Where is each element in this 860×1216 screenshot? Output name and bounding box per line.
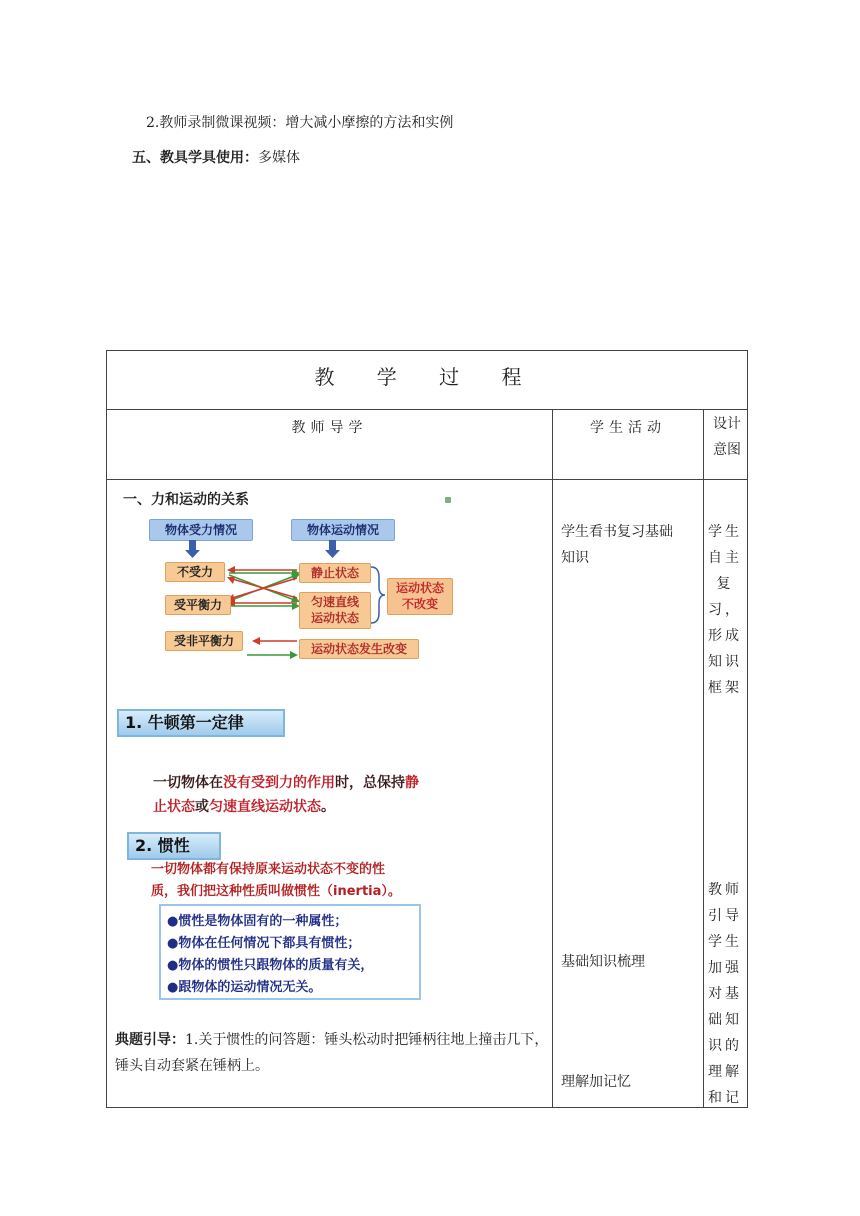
column-divider [703,409,704,1107]
student-activity-line: 学生看书复习基础 [561,524,673,540]
design-line: 学生 [708,934,742,950]
uniform-motion-line: 运动状态 [310,611,359,625]
law-part: 总保持 [363,775,405,791]
student-activity-1 [561,519,697,571]
intro-line-1: 2.教师录制微课视频：增大减小摩擦的方法和实例 [146,115,454,131]
inertia-def-line: 质，我们把这种性质叫做惯性（inertia）。 [151,884,401,899]
section-heading: 一、力和运动的关系 [123,492,249,508]
student-activity-2: 基础知识梳理 [561,954,645,970]
inertia-point: ●惯性是物体固有的一种属性； [167,914,348,929]
header-student: 学生活动 [590,420,666,436]
header-design-line: 意图 [713,442,741,458]
uniform-motion-box [299,592,371,629]
header-teacher: 教师导学 [291,420,368,436]
law-part: 没有受到力的作用 [223,775,335,791]
design-line: 知识 [708,654,742,670]
inertia-point: ●跟物体的运动情况无关。 [167,980,322,995]
unbalanced-force-box: 受非平衡力 [165,631,243,651]
design-line: 习， [708,602,742,618]
down-arrow-shaft [189,540,196,551]
header-design-line: 设计 [713,416,741,432]
inertia-def-line: 一切物体都有保持原来运动状态不变的性 [151,862,386,877]
table-title: 教 学 过 程 [314,365,540,389]
design-line: 复 [716,576,734,592]
state-unchanged-box [387,578,453,615]
intro-line-2-value: 多媒体 [258,150,300,166]
state-unchanged-line: 不改变 [401,597,438,611]
example-label: 典题引导： [115,1032,185,1048]
law-part: 一切物体在 [153,775,223,791]
inertia-point: ●物体在任何情况下都具有惯性； [167,936,361,951]
inertia-badge: 2. 惯性 [127,832,221,860]
law-part: 止状态 [153,799,195,815]
arrow-head [227,577,235,584]
rest-state-box: 静止状态 [299,563,371,583]
state-changed-box: 运动状态发生改变 [299,639,419,659]
intro-line-2-label: 五、教具学具使用： [132,150,258,166]
inertia-points-box [159,904,421,1000]
force-header-box: 物体受力情况 [149,519,253,541]
down-arrow-head [325,550,340,558]
newton-law-badge: 1. 牛顿第一定律 [117,709,285,737]
column-divider [552,409,553,1107]
header-design [707,411,747,463]
state-unchanged-line: 运动状态 [395,581,444,595]
design-line: 理解 [708,1064,742,1080]
design-line: 形成 [708,628,742,644]
student-activity-3: 理解加记忆 [561,1074,631,1090]
example-guide [115,1027,555,1079]
law-part: 匀速直线运动状态 [209,799,321,815]
down-arrow-shaft [329,540,336,551]
design-line: 识的 [708,1038,742,1054]
arrow-head [252,637,260,645]
design-line: 教师 [708,882,742,898]
design-line: 自主 [708,550,742,566]
design-line: 引导 [708,908,742,924]
design-line: 对基 [708,986,742,1002]
uniform-motion-line: 匀速直线 [310,595,359,609]
brace [371,567,385,623]
design-intent-1 [706,519,744,701]
design-line: 础知 [708,1012,742,1028]
law-part: 时， [335,775,363,791]
design-line: 学生 [708,524,742,540]
law-part: 静 [405,775,419,791]
law-part: 。 [321,799,335,815]
inertia-definition [151,859,471,903]
student-activity-line: 知识 [561,550,589,566]
example-text: 1.关于惯性的问答题：锤头松动时把锤柄往地上撞击几下，锤头自动套紧在锤柄上。 [115,1032,549,1074]
design-line: 框架 [708,680,742,696]
newton-law-text [153,771,453,819]
arrow-head [290,651,298,659]
design-intent-2 [706,877,744,1111]
law-part: 或 [195,799,209,815]
inertia-point: ●物体的惯性只跟物体的质量有关， [167,958,374,973]
design-line: 和记 [708,1090,742,1106]
teaching-process-table [106,350,748,1108]
design-line: 加强 [708,960,742,976]
balanced-force-box: 受平衡力 [165,595,231,615]
down-arrow-head [185,550,200,558]
intro-line-2 [132,147,300,167]
motion-header-box: 物体运动情况 [291,519,395,541]
no-force-box: 不受力 [165,562,225,582]
